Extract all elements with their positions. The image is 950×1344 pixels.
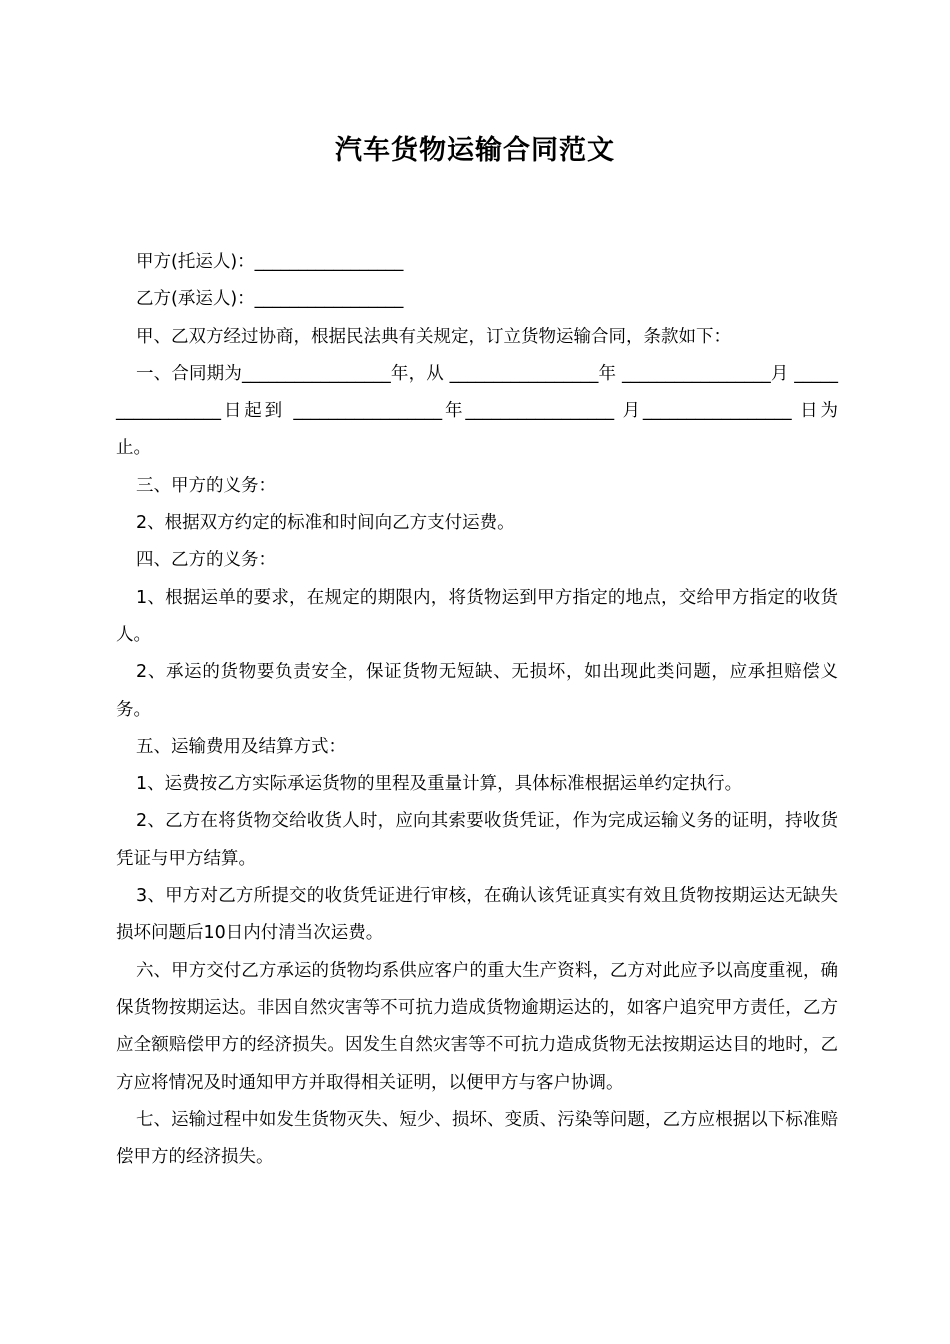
document-title: 汽车货物运输合同范文 — [335, 135, 615, 166]
section-heading-party-b-obligations: 四、乙方的义务： — [136, 550, 276, 571]
clause-timely-delivery: 六、甲方交付乙方承运的货物均系供应客户的重大生产资料，乙方对此应予以高度重视，确保货物按期运达。非因自然灾害等不可抗力造成货物逾期运达的，如客户追究甲方责任，乙方应全额赔偿甲方的经济损失。因发生自然灾害等不可抗力造成货物无法按期运达目的地时，乙方应将情况及时通知甲方并取得相关证明，以便甲方与客户协调。 — [116, 960, 838, 1093]
party-a-line: 甲方(托运人)：_________________ — [136, 252, 404, 272]
clause-delivery: 1、根据运单的要求，在规定的期限内，将货物运到甲方指定的地点，交给甲方指定的收货人。 — [116, 587, 838, 645]
clause-voucher-review: 3、甲方对乙方所提交的收货凭证进行审核，在确认该凭证真实有效且货物按期运达无缺失损坏问题后10日内付清当次运费。 — [116, 886, 838, 944]
document-body — [116, 244, 838, 1176]
section-heading-fees-settlement: 五、运输费用及结算方式： — [136, 736, 346, 757]
preamble-paragraph: 甲、乙双方经过协商，根据民法典有关规定，订立货物运输合同，条款如下： — [136, 326, 731, 347]
contract-term-clause: 一、合同期为_________________年，从 _________________年 _________________月 _________________日起到 _________________年_________________ 月_________________ 日为止。 — [116, 363, 838, 459]
clause-receipt-voucher: 2、乙方在将货物交给收货人时，应向其索要收货凭证，作为完成运输义务的证明，持收货凭证与甲方结算。 — [116, 811, 838, 869]
clause-cargo-safety: 2、承运的货物要负责安全，保证货物无短缺、无损坏，如出现此类问题，应承担赔偿义务。 — [116, 662, 838, 720]
clause-payment: 2、根据双方约定的标准和时间向乙方支付运费。 — [136, 513, 515, 534]
clause-compensation: 七、运输过程中如发生货物灭失、短少、损坏、变质、污染等问题，乙方应根据以下标准赔偿甲方的经济损失。 — [116, 1109, 838, 1168]
clause-fee-calculation: 1、运费按乙方实际承运货物的里程及重量计算，具体标准根据运单约定执行。 — [136, 774, 743, 795]
section-heading-party-a-obligations: 三、甲方的义务： — [136, 475, 276, 496]
party-b-line: 乙方(承运人)：_________________ — [136, 289, 404, 310]
